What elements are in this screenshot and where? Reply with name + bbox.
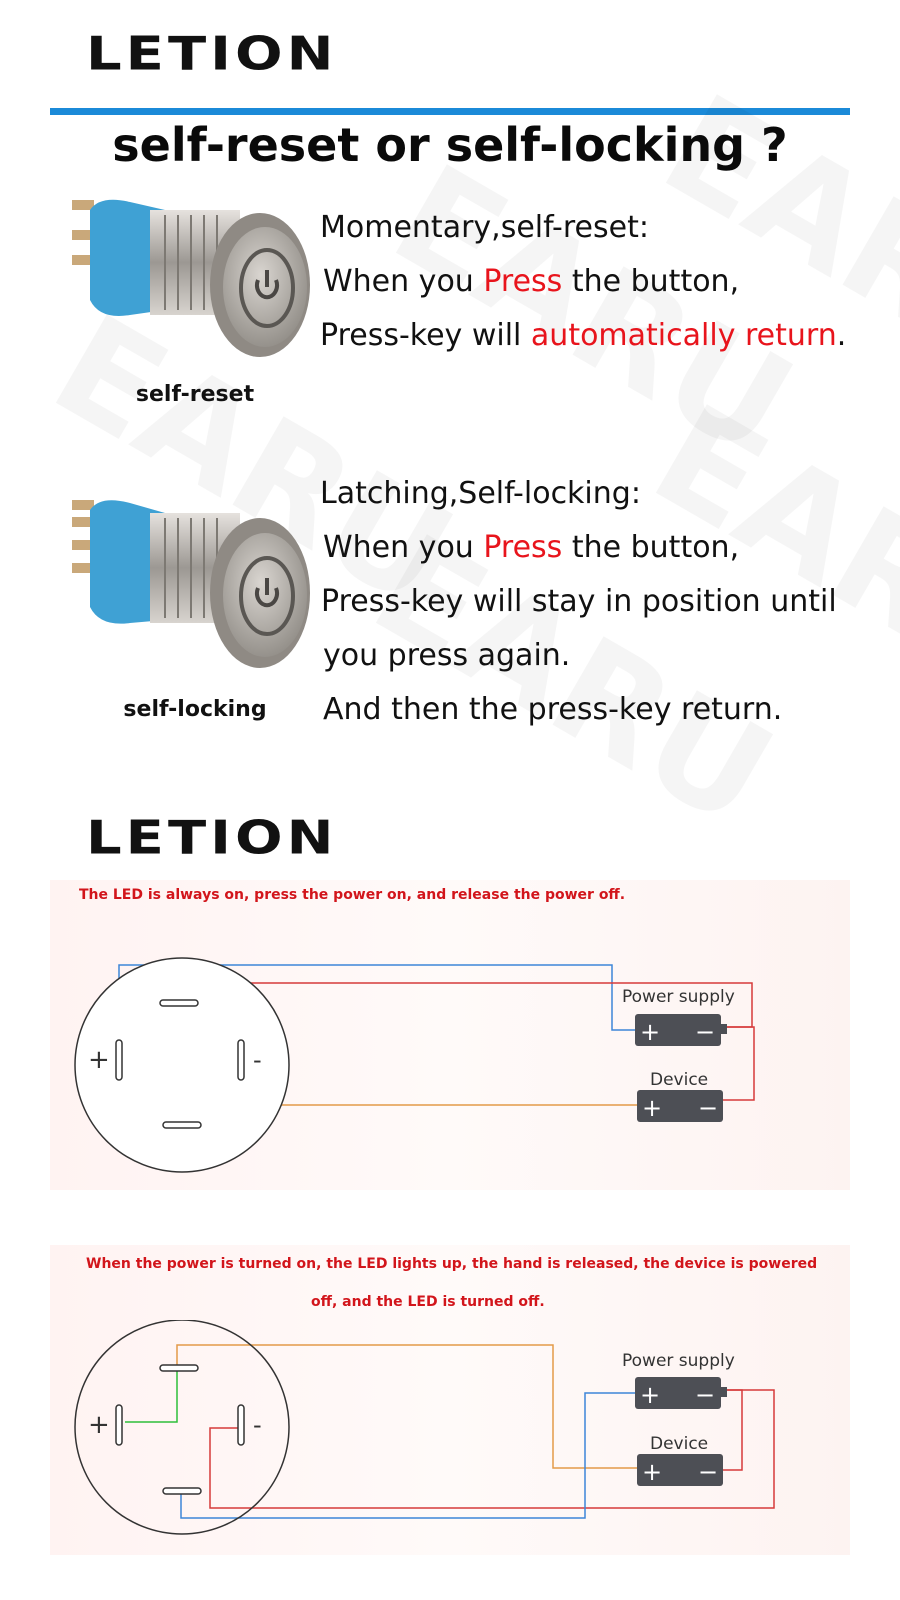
switch-terminal-bottom <box>163 1122 201 1128</box>
text-span: When you <box>323 264 484 299</box>
latching-line-4: you press again. <box>323 638 571 673</box>
diagram-2-svg <box>50 1320 850 1550</box>
self-reset-button-image <box>70 190 310 365</box>
text-span: . <box>836 318 847 353</box>
battery-minus: − <box>695 1381 716 1409</box>
brand-logo: LETION <box>86 27 338 82</box>
battery-plus: + <box>640 1381 661 1409</box>
diagram-2-note-line-1: When the power is turned on, the LED lights up, the hand is released, the device is powered <box>86 1256 818 1272</box>
latching-line-5: And then the press-key return. <box>323 692 783 727</box>
press-highlight: Press <box>483 530 563 565</box>
brand-logo: LETION <box>86 811 338 866</box>
auto-return-highlight: automatically return <box>530 318 837 353</box>
device-label: Device <box>650 1070 709 1090</box>
text-span: When you <box>323 530 484 565</box>
device-label: Device <box>650 1434 709 1454</box>
wire-blue <box>181 1393 635 1518</box>
power-supply-label: Power supply <box>622 987 735 1007</box>
momentary-line-2 <box>323 264 740 299</box>
switch-terminal-top <box>160 1000 198 1006</box>
wire-red <box>723 1027 754 1100</box>
latching-line-3: Press-key will stay in position until <box>321 584 837 619</box>
momentary-heading: Momentary,self-reset: <box>320 210 649 245</box>
diagram-1-note: The LED is always on, press the power on, and release the power off. <box>79 887 626 903</box>
minus-label: - <box>253 1046 262 1074</box>
switch-terminal-minus <box>238 1405 244 1445</box>
wire-red <box>723 1390 742 1470</box>
wire-green <box>125 1368 177 1422</box>
battery-minus: − <box>695 1018 716 1046</box>
plus-label: + <box>88 1045 110 1075</box>
battery-plus: + <box>640 1018 661 1046</box>
battery-minus: − <box>698 1094 719 1122</box>
text-span: the button, <box>562 264 740 299</box>
self-reset-caption: self-reset <box>135 382 255 407</box>
momentary-line-3 <box>320 318 847 353</box>
battery-minus: − <box>698 1458 719 1486</box>
battery-plus: + <box>642 1458 663 1486</box>
diagram-2-note-line-2: off, and the LED is turned off. <box>311 1294 545 1310</box>
plus-label: + <box>88 1410 110 1440</box>
press-highlight: Press <box>483 264 563 299</box>
switch-terminal-minus <box>238 1040 244 1080</box>
self-locking-caption: self-locking <box>123 697 267 722</box>
power-supply-label: Power supply <box>622 1351 735 1371</box>
text-span: the button, <box>562 530 740 565</box>
wire-orange <box>177 1345 637 1468</box>
latching-heading: Latching,Self-locking: <box>320 476 641 511</box>
page-title: self-reset or self-locking ? <box>112 118 788 172</box>
text-span: Press-key will <box>320 318 531 353</box>
switch-terminal-plus <box>116 1040 122 1080</box>
battery-plus: + <box>642 1094 663 1122</box>
latching-line-2 <box>323 530 740 565</box>
diagram-1-svg <box>50 930 850 1190</box>
switch-terminal-plus <box>116 1405 122 1445</box>
minus-label: - <box>253 1411 262 1439</box>
self-locking-button-image <box>70 495 310 675</box>
switch-terminal-top <box>160 1365 198 1371</box>
switch-terminal-bottom <box>163 1488 201 1494</box>
